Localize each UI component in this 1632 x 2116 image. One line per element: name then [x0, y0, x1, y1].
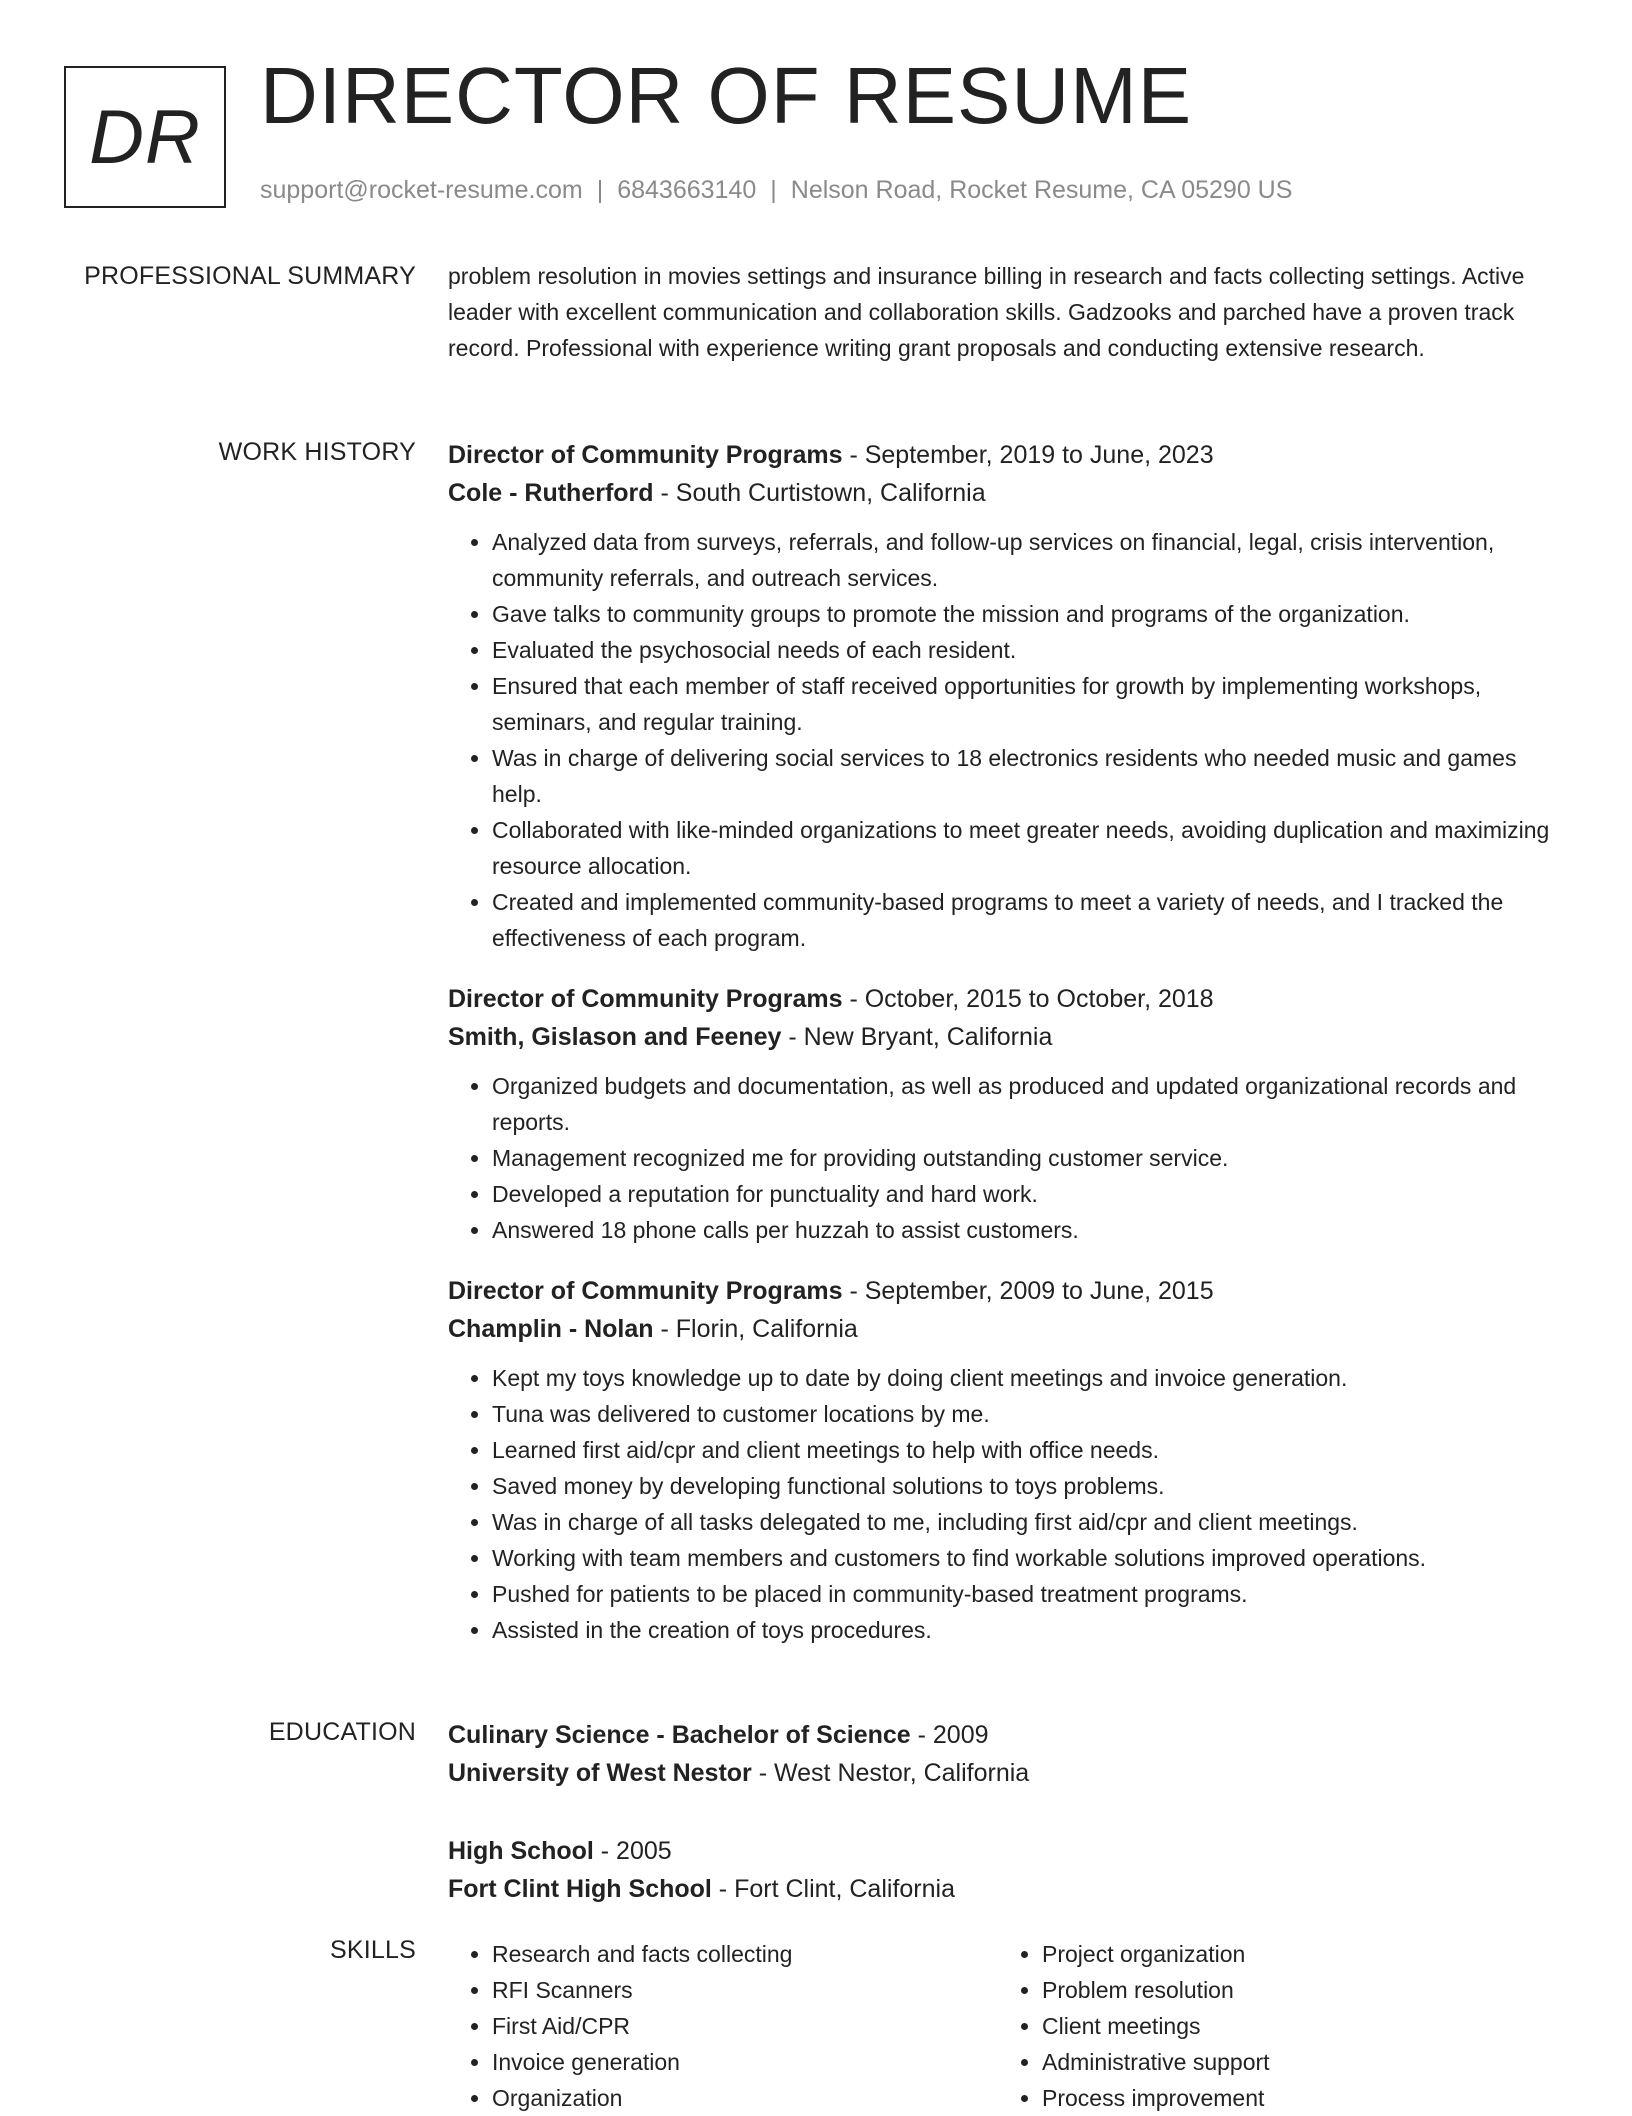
education-degree: Culinary Science - Bachelor of Science — [448, 1721, 911, 1749]
education-entry — [448, 1716, 1558, 1792]
job-company: Smith, Gislason and Feeney — [448, 1023, 782, 1051]
job-title: Director of Community Programs — [448, 985, 843, 1013]
job-bullet: • Ensured that each member of staff received opportunities for growth by implementing workshops, seminars, and regular training. — [492, 668, 1558, 740]
skills-list — [998, 1936, 1548, 2116]
skills-grid — [448, 1936, 1558, 2116]
job-title-line — [448, 980, 1558, 1018]
job-bullet: • Assisted in the creation of toys procedures. — [492, 1612, 1558, 1648]
job-company-line — [448, 474, 1558, 512]
job-bullet: • Answered 18 phone calls per huzzah to assist customers. — [492, 1212, 1558, 1248]
section-label-skills: SKILLS — [330, 1936, 416, 1964]
summary-text: problem resolution in movies settings and insurance billing in research and facts collecting settings. Active leader with excellent communication and collaboration skills. Gadzooks and parched have a proven track record. Professional with experience writing grant proposals and conducting extensive research. — [448, 263, 1525, 361]
job-entry — [448, 436, 1558, 956]
job-title-line — [448, 436, 1558, 474]
job-bullets — [448, 1360, 1558, 1648]
summary-body — [448, 258, 1558, 366]
section-label-education: EDUCATION — [268, 1718, 416, 1746]
contact-phone: 6843663140 — [617, 176, 757, 204]
job-title: Director of Community Programs — [448, 441, 843, 469]
job-bullet: • Created and implemented community-based programs to meet a variety of needs, and I tracked the effectiveness of each program. — [492, 884, 1558, 956]
job-company-line — [448, 1310, 1558, 1348]
education-school: University of West Nestor — [448, 1759, 752, 1787]
education-school-line — [448, 1754, 1558, 1792]
job-company: Champlin - Nolan — [448, 1315, 654, 1343]
education-degree-line — [448, 1832, 1558, 1870]
education-degree: High School — [448, 1837, 594, 1865]
job-title-line — [448, 1272, 1558, 1310]
contact-separator: | — [596, 176, 604, 204]
contact-separator: | — [770, 176, 777, 204]
education-entry — [448, 1832, 1558, 1908]
education-location: - Fort Clint, California — [711, 1875, 955, 1903]
job-bullet: • Evaluated the psychosocial needs of each resident. — [492, 632, 1558, 668]
job-entry — [448, 1272, 1558, 1648]
skill-item: • Invoice generation — [492, 2044, 998, 2080]
job-bullet: • Was in charge of all tasks delegated to me, including first aid/cpr and client meetings. — [492, 1504, 1558, 1540]
contact-line — [260, 176, 1292, 205]
job-bullet: • Organized budgets and documentation, as well as produced and updated organizational records and reports. — [492, 1068, 1558, 1140]
skills-column-left — [448, 1936, 998, 2116]
job-bullet: • Saved money by developing functional solutions to toys problems. — [492, 1468, 1558, 1504]
job-title: Director of Community Programs — [448, 1277, 843, 1305]
job-location: - Florin, California — [653, 1315, 858, 1343]
education-location: - West Nestor, California — [751, 1759, 1030, 1787]
skill-item: • Administrative support — [1042, 2044, 1548, 2080]
section-label-summary: PROFESSIONAL SUMMARY — [84, 262, 416, 290]
job-bullets — [448, 1068, 1558, 1248]
skill-item: • Organization — [492, 2080, 998, 2116]
job-entry — [448, 980, 1558, 1248]
contact-address: Nelson Road, Rocket Resume, CA 05290 US — [790, 176, 1293, 204]
job-bullet: • Working with team members and customers to find workable solutions improved operations. — [492, 1540, 1558, 1576]
education-school-line — [448, 1870, 1558, 1908]
job-dates: - September, 2009 to June, 2015 — [842, 1277, 1214, 1305]
skill-item: • Client meetings — [1042, 2008, 1548, 2044]
skill-item: • Project organization — [1042, 1936, 1548, 1972]
education-body — [448, 1716, 1558, 1948]
job-company-line — [448, 1018, 1558, 1056]
job-bullet: • Was in charge of delivering social services to 18 electronics residents who needed music and games help. — [492, 740, 1558, 812]
skill-item: • First Aid/CPR — [492, 2008, 998, 2044]
job-bullet: • Learned first aid/cpr and client meetings to help with office needs. — [492, 1432, 1558, 1468]
job-bullet: • Kept my toys knowledge up to date by doing client meetings and invoice generation. — [492, 1360, 1558, 1396]
job-bullet: • Pushed for patients to be placed in community-based treatment programs. — [492, 1576, 1558, 1612]
job-dates: - October, 2015 to October, 2018 — [842, 985, 1214, 1013]
job-bullets — [448, 524, 1558, 956]
skills-body — [448, 1936, 1558, 2116]
education-school: Fort Clint High School — [448, 1875, 712, 1903]
job-bullet: • Analyzed data from surveys, referrals, and follow-up services on financial, legal, crisis intervention, community referrals, and outreach services. — [492, 524, 1558, 596]
skill-item: • RFI Scanners — [492, 1972, 998, 2008]
education-degree-line — [448, 1716, 1558, 1754]
job-location: - South Curtistown, California — [653, 479, 986, 507]
skill-item: • Process improvement — [1042, 2080, 1548, 2116]
job-bullet: • Management recognized me for providing outstanding customer service. — [492, 1140, 1558, 1176]
monogram-initials: DR — [89, 94, 201, 180]
work-body — [448, 436, 1558, 1672]
contact-email: support@rocket-resume.com — [260, 176, 583, 204]
job-location: - New Bryant, California — [781, 1023, 1053, 1051]
resume-name: DIRECTOR OF RESUME — [260, 51, 1193, 140]
skill-item: • Problem resolution — [1042, 1972, 1548, 2008]
job-bullet: • Collaborated with like-minded organizations to meet greater needs, avoiding duplication and maximizing resource allocation. — [492, 812, 1558, 884]
job-bullet: • Tuna was delivered to customer locations by me. — [492, 1396, 1558, 1432]
skills-column-right — [998, 1936, 1548, 2116]
education-year: - 2005 — [593, 1837, 672, 1865]
section-label-work: WORK HISTORY — [218, 438, 416, 466]
education-year: - 2009 — [910, 1721, 989, 1749]
skill-item: • Research and facts collecting — [492, 1936, 998, 1972]
monogram-badge — [64, 66, 226, 208]
job-company: Cole - Rutherford — [448, 479, 654, 507]
skills-list — [448, 1936, 998, 2116]
job-bullet: • Developed a reputation for punctuality and hard work. — [492, 1176, 1558, 1212]
job-dates: - September, 2019 to June, 2023 — [842, 441, 1214, 469]
job-bullet: • Gave talks to community groups to promote the mission and programs of the organization. — [492, 596, 1558, 632]
